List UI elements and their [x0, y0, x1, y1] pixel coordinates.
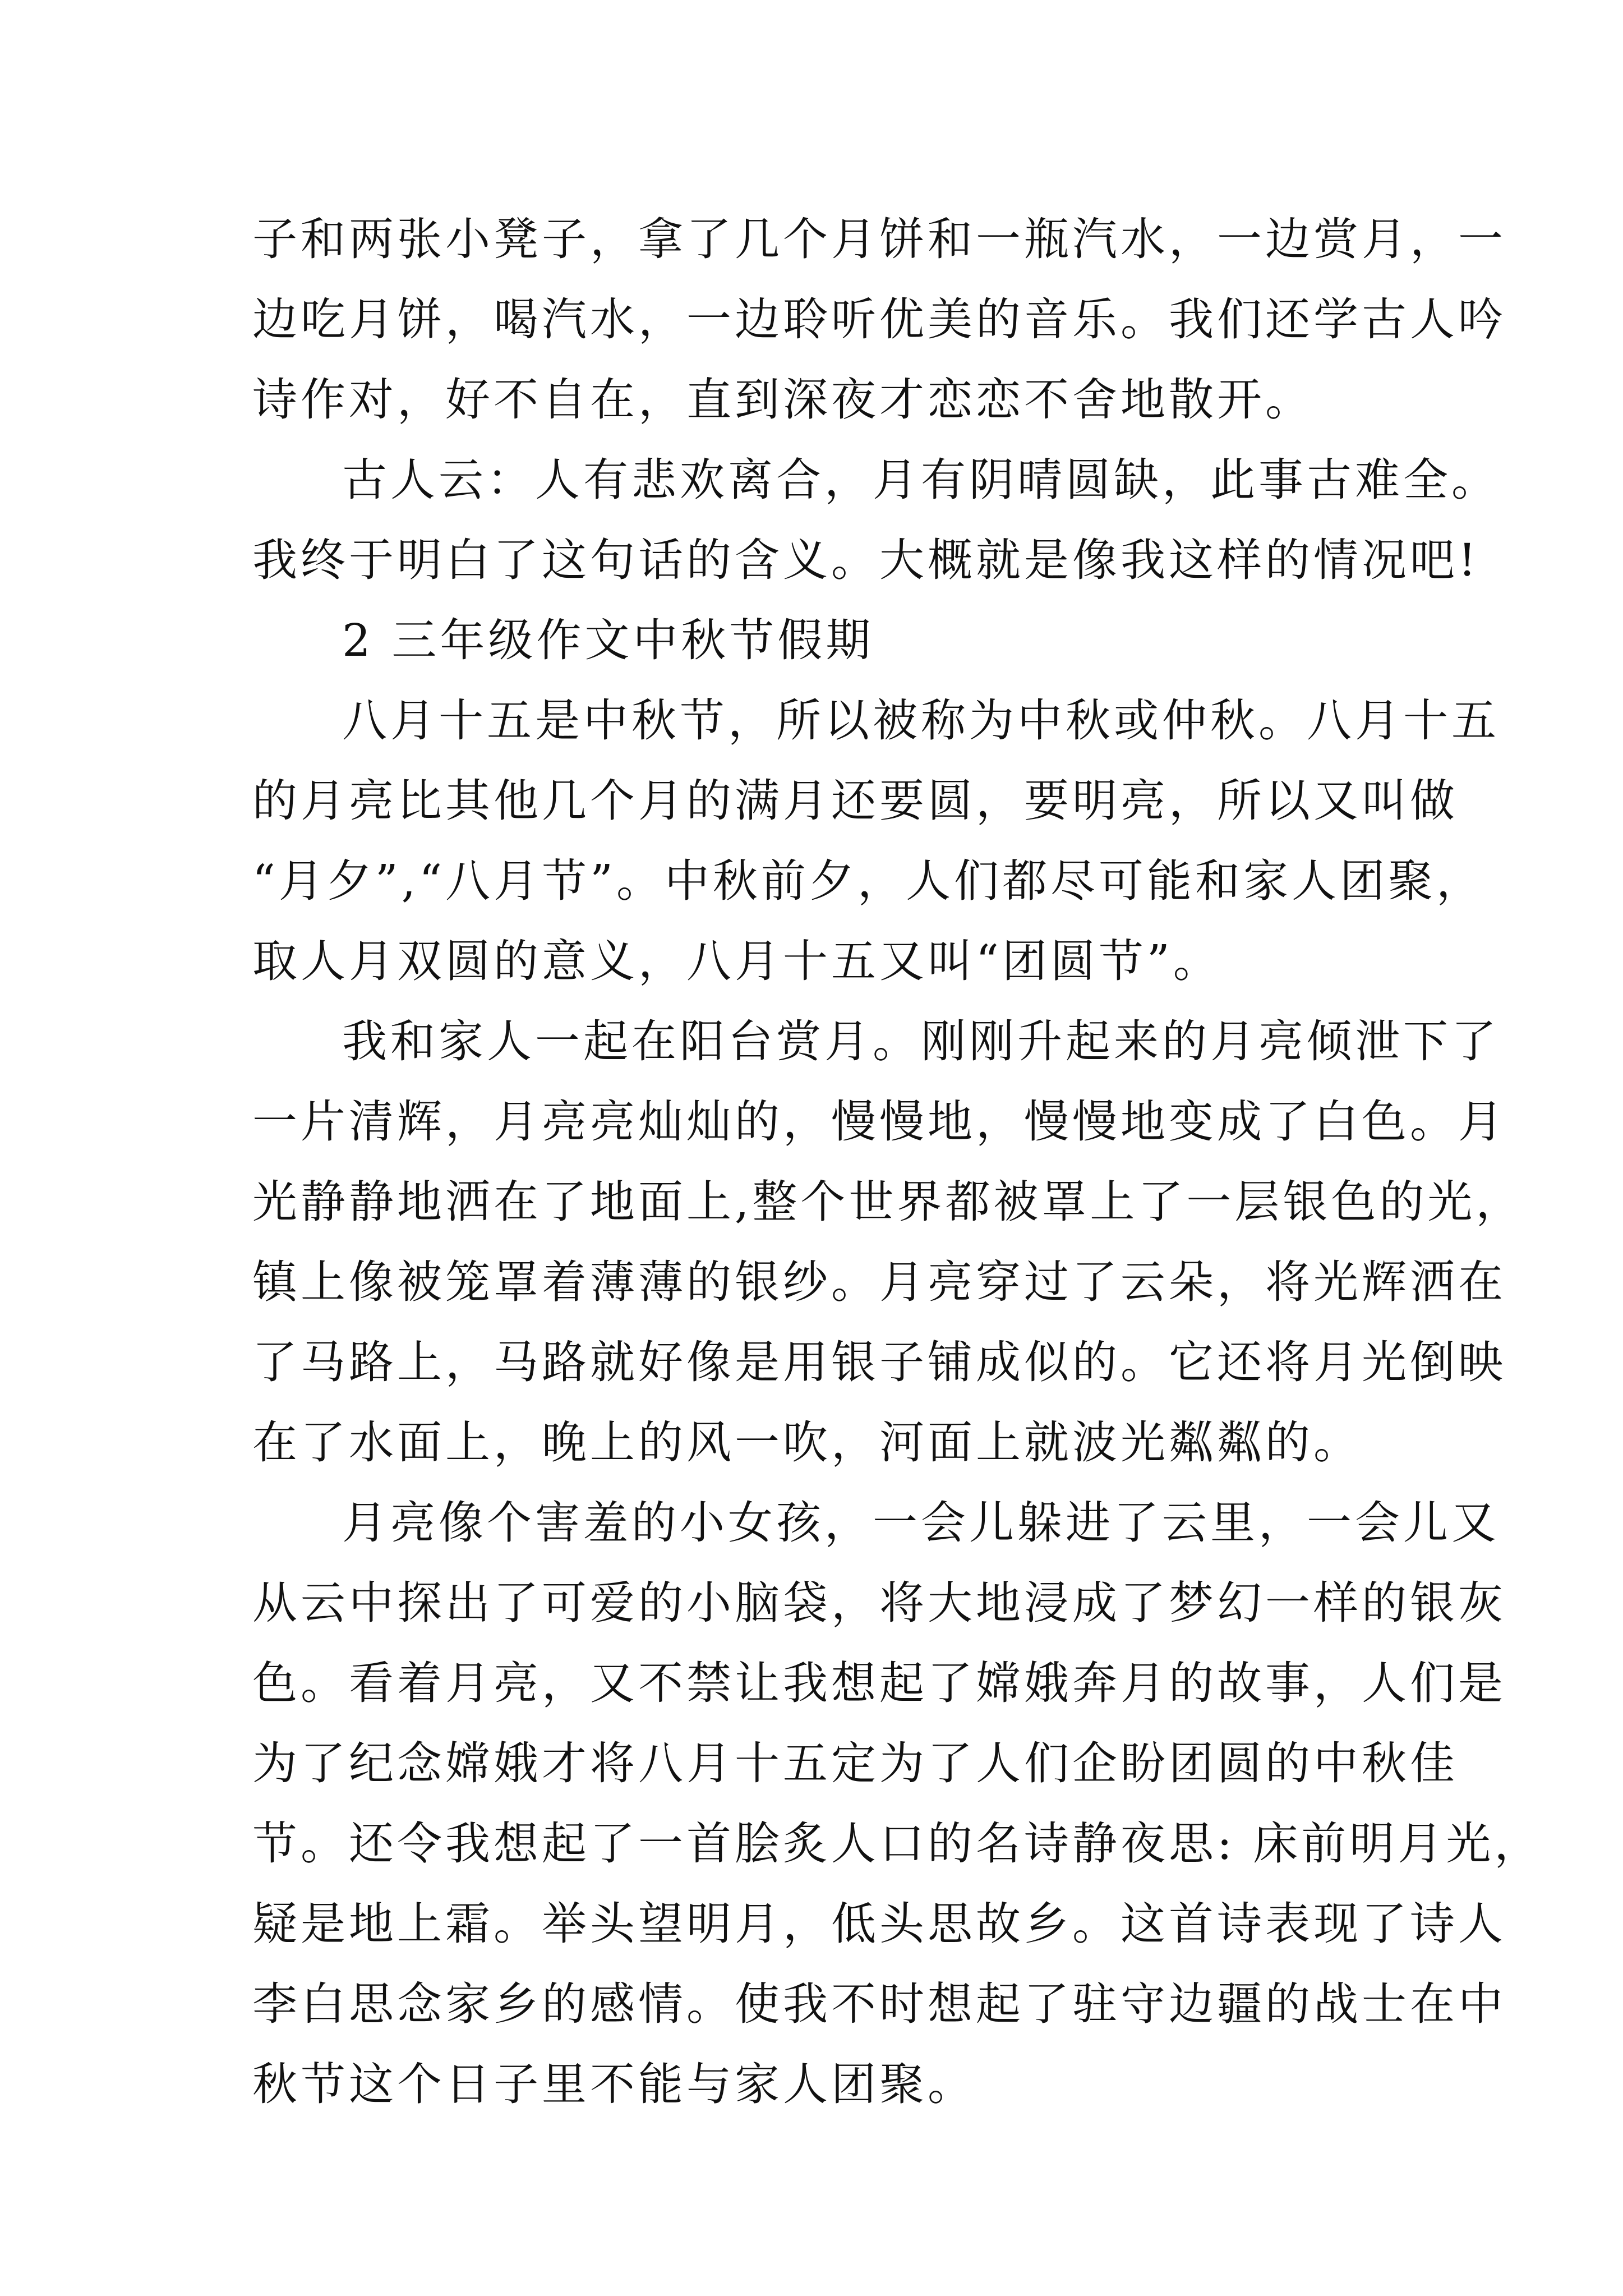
text-line-22: 疑是地上霜。举头望明月，低头思故乡。这首诗表现了诗人 — [252, 1898, 1506, 1950]
text-line-19: 色。看着月亮，又不禁让我想起了嫦娥奔月的故事，人们是 — [252, 1657, 1506, 1709]
text-line-11: 我和家人一起在阳台赏月。刚刚升起来的月亮倾泄下了 — [342, 1015, 1500, 1068]
text-line-20: 为了纪念嫦娥才将八月十五定为了人们企盼团圆的中秋佳 — [252, 1737, 1458, 1789]
text-line-23: 李白思念家乡的感情。使我不时想起了驻守边疆的战士在中 — [252, 1978, 1506, 2030]
text-line-24: 秋节这个日子里不能与家人团聚。 — [252, 2058, 976, 2110]
text-line-14: 镇上像被笼罩着薄薄的银纱。月亮穿过了云朵，将光辉洒在 — [252, 1256, 1506, 1308]
text-line-1: 子和两张小凳子，拿了几个月饼和一瓶汽水，一边赏月，一 — [252, 213, 1506, 265]
text-line-21: 节。还令我想起了一首脍炙人口的名诗静夜思: 床前明月光， — [252, 1818, 1543, 1870]
text-line-2: 边吃月饼，喝汽水，一边聆听优美的音乐。我们还学古人吟 — [252, 293, 1506, 346]
section-heading: 2 三年级作文中秋节假期 — [342, 614, 874, 666]
article-body — [252, 199, 1543, 2124]
text-line-8: 的月亮比其他几个月的满月还要圆，要明亮，所以又叫做 — [252, 775, 1458, 827]
text-line-7: 八月十五是中秋节，所以被称为中秋或仲秋。八月十五 — [342, 694, 1500, 747]
text-line-16: 在了水面上，晚上的风一吹，河面上就波光粼粼的。 — [252, 1416, 1362, 1469]
text-line-9: “月夕”,“八月节”。中秋前夕，人们都尽可能和家人团聚， — [252, 855, 1485, 907]
text-line-3: 诗作对，好不自在，直到深夜才恋恋不舍地散开。 — [252, 374, 1313, 426]
text-line-4: 古人云：人有悲欢离合，月有阴晴圆缺，此事古难全。 — [342, 454, 1500, 506]
text-line-13: 光静静地洒在了地面上,整个世界都被罩上了一层银色的光， — [252, 1176, 1524, 1228]
text-line-18: 从云中探出了可爱的小脑袋，将大地浸成了梦幻一样的银灰 — [252, 1577, 1506, 1629]
text-line-15: 了马路上，马路就好像是用银子铺成似的。它还将月光倒映 — [252, 1336, 1506, 1388]
text-line-12: 一片清辉，月亮亮灿灿的，慢慢地，慢慢地变成了白色。月 — [252, 1096, 1506, 1148]
text-line-10: 取人月双圆的意义，八月十五又叫“团圆节”。 — [252, 935, 1221, 987]
text-line-5: 我终于明白了这句话的含义。大概就是像我这样的情况吧! — [252, 534, 1480, 586]
text-line-17: 月亮像个害羞的小女孩，一会儿躲进了云里，一会儿又 — [342, 1497, 1500, 1549]
